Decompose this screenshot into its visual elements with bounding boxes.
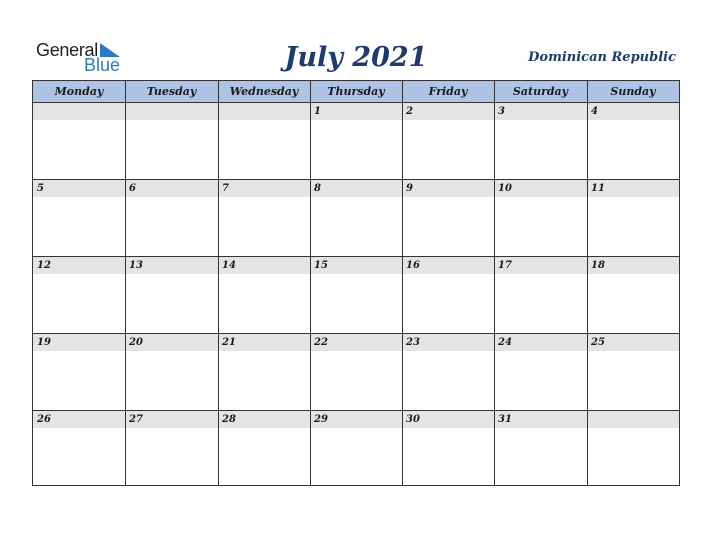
day-number: 3	[498, 106, 505, 117]
day-number: 11	[591, 183, 605, 194]
logo-text-general: General	[36, 40, 98, 60]
column-divider	[402, 81, 403, 485]
day-number: 29	[314, 414, 328, 425]
day-number: 1	[314, 106, 321, 117]
week-row	[33, 180, 679, 257]
day-number	[125, 103, 218, 120]
day-number: 31	[498, 414, 512, 425]
day-number	[218, 103, 310, 120]
day-number: 12	[37, 260, 51, 271]
generalblue-logo	[36, 40, 136, 76]
week-row	[33, 103, 679, 180]
day-number: 5	[37, 183, 44, 194]
column-divider	[587, 81, 588, 485]
day-number: 26	[37, 414, 51, 425]
column-divider	[310, 81, 311, 485]
calendar-grid	[32, 80, 680, 486]
weekday-header-sunday: Sunday	[610, 85, 656, 98]
day-number: 20	[129, 337, 143, 348]
day-number: 8	[314, 183, 321, 194]
country-name: Dominican Republic	[528, 50, 676, 65]
day-number: 18	[591, 260, 605, 271]
calendar-title: July 2021	[284, 42, 428, 73]
column-divider	[494, 81, 495, 485]
weekday-header-friday: Friday	[428, 85, 468, 98]
day-number: 2	[406, 106, 413, 117]
day-number: 30	[406, 414, 420, 425]
day-number: 17	[498, 260, 512, 271]
day-number: 15	[314, 260, 328, 271]
day-number: 28	[222, 414, 236, 425]
weekday-header-wednesday: Wednesday	[229, 85, 299, 98]
day-number: 4	[591, 106, 598, 117]
week-row	[33, 334, 679, 411]
weekday-header-thursday: Thursday	[327, 85, 385, 98]
day-number: 14	[222, 260, 236, 271]
day-number: 25	[591, 337, 605, 348]
day-number: 13	[129, 260, 143, 271]
day-number: 23	[406, 337, 420, 348]
day-number: 9	[406, 183, 413, 194]
day-number: 24	[498, 337, 512, 348]
day-number: 27	[129, 414, 143, 425]
week-row	[33, 257, 679, 334]
day-number: 22	[314, 337, 328, 348]
day-number: 10	[498, 183, 512, 194]
day-number: 19	[37, 337, 51, 348]
day-number	[587, 411, 679, 428]
day-number: 16	[406, 260, 420, 271]
column-divider	[218, 81, 219, 485]
day-number: 6	[129, 183, 136, 194]
day-number	[33, 103, 125, 120]
column-divider	[125, 81, 126, 485]
logo-text-blue: Blue	[84, 55, 121, 75]
weekday-header-saturday: Saturday	[512, 85, 569, 98]
day-number: 7	[222, 183, 229, 194]
day-number: 21	[222, 337, 236, 348]
week-row	[33, 411, 679, 488]
weekday-header-row	[33, 81, 679, 103]
weekday-header-tuesday: Tuesday	[146, 85, 197, 98]
weekday-header-monday: Monday	[54, 85, 104, 98]
